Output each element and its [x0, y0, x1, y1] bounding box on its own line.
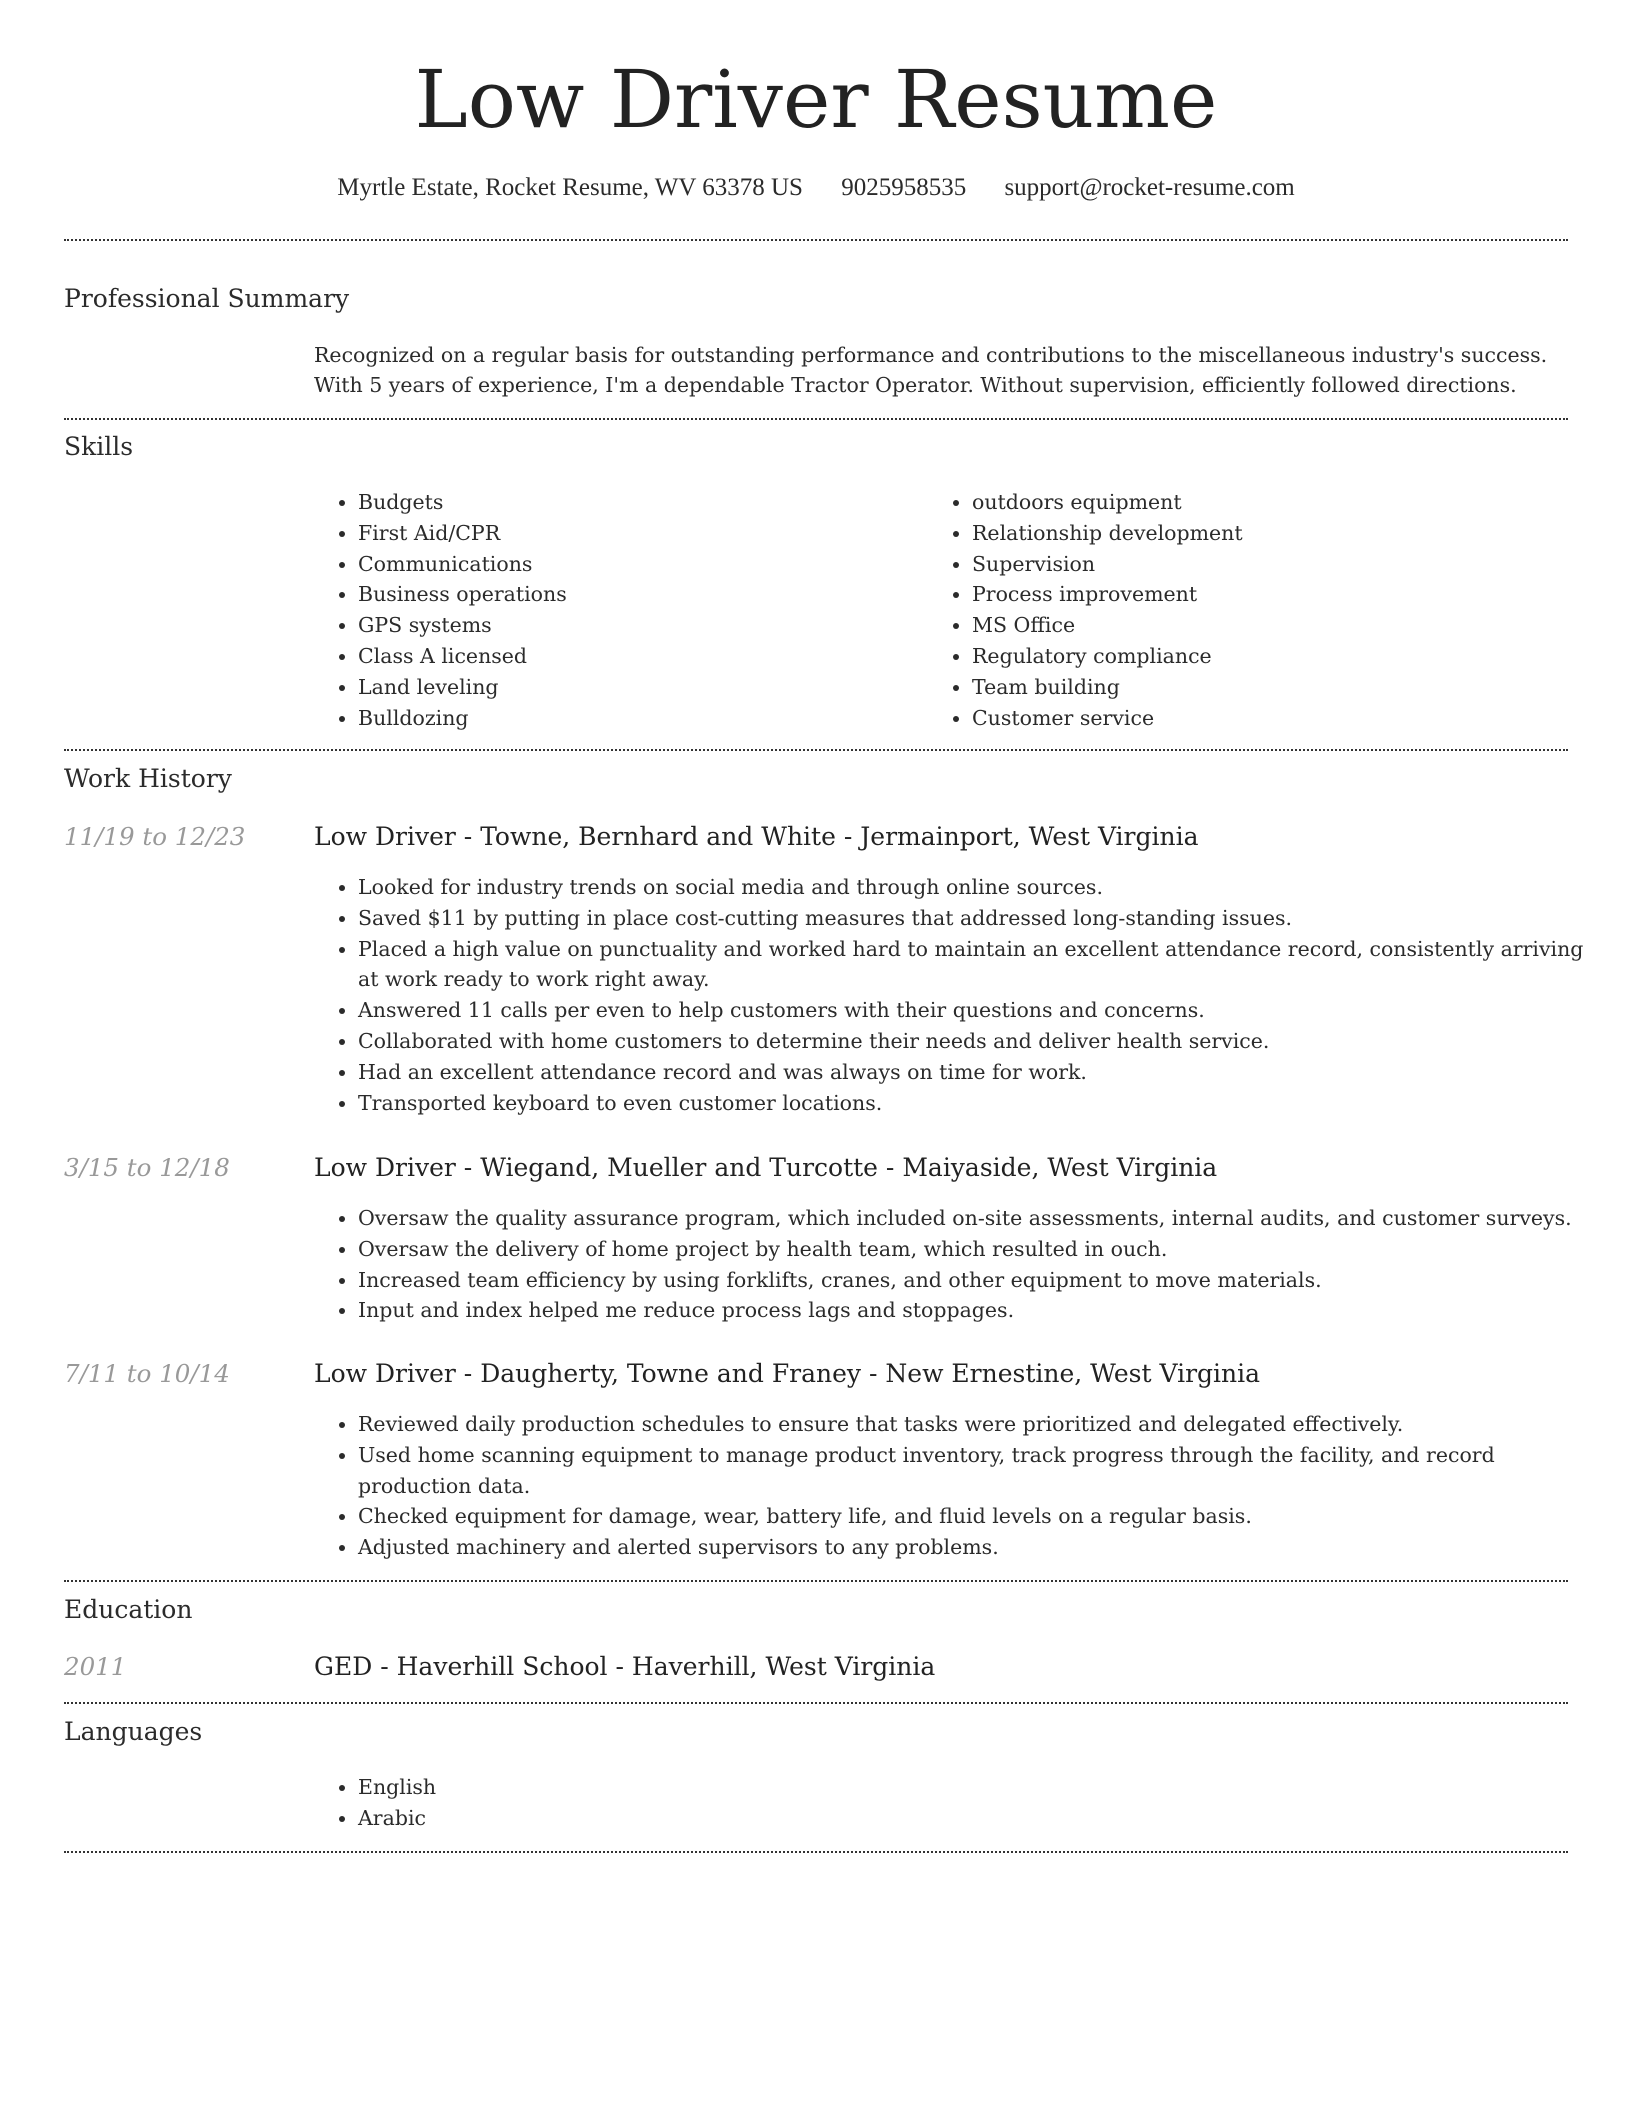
skills-list-left	[314, 487, 918, 733]
job-bullet: • Input and index helped me reduce process lags and stoppages.	[358, 1295, 1608, 1326]
language-item: • English	[358, 1772, 958, 1803]
job-bullet: • Looked for industry trends on social media and through online sources.	[358, 872, 1598, 903]
job-bullet: • Used home scanning equipment to manage product inventory, track progress through the facility, and record production data.	[358, 1440, 1598, 1502]
contact-email: support@rocket-resume.com	[1004, 174, 1295, 201]
job-location: New Ernestine, West Virginia	[885, 1359, 1261, 1388]
skill-item: • Budgets	[358, 487, 918, 518]
divider	[64, 239, 1568, 241]
job-bullets	[314, 872, 1598, 1118]
skill-item: • Relationship development	[972, 518, 1572, 549]
job-company: Daugherty, Towne and Franey	[480, 1359, 862, 1388]
job-bullet: • Oversaw the quality assurance program, which included on-site assessments, internal audits, and customer surveys.	[358, 1203, 1608, 1234]
skill-item: • Process improvement	[972, 579, 1572, 610]
skill-item: • Team building	[972, 672, 1572, 703]
summary-text: Recognized on a regular basis for outstanding performance and contributions to the miscellaneous industry's success. With 5 years of experience, I'm a dependable Tractor Operator. Without supervision, efficiently followed directions.	[314, 343, 1548, 397]
job-heading	[314, 1357, 1260, 1391]
contact-address: Myrtle Estate, Rocket Resume, WV 63378 US	[337, 174, 803, 201]
skill-item: • Customer service	[972, 703, 1572, 734]
job-heading	[314, 1151, 1217, 1185]
job-bullet: • Transported keyboard to even customer locations.	[358, 1088, 1598, 1119]
divider	[64, 749, 1568, 751]
job-bullet: • Answered 11 calls per even to help customers with their questions and concerns.	[358, 995, 1598, 1026]
separator: -	[607, 1652, 632, 1681]
skill-item: • First Aid/CPR	[358, 518, 918, 549]
skill-item: • Supervision	[972, 549, 1572, 580]
job-company: Wiegand, Mueller and Turcotte	[480, 1153, 878, 1182]
languages-list	[314, 1772, 958, 1834]
separator: -	[372, 1652, 397, 1681]
divider	[64, 1702, 1568, 1704]
section-title-skills: Skills	[64, 432, 134, 461]
resume-title: Low Driver Resume	[414, 53, 1218, 146]
job-bullet: • Collaborated with home customers to determine their needs and deliver health service.	[358, 1026, 1598, 1057]
job-dates: 11/19 to 12/23	[64, 822, 246, 851]
job-title: Low Driver	[314, 822, 456, 851]
job-bullet: • Saved $11 by putting in place cost-cutting measures that addressed long-standing issues.	[358, 903, 1598, 934]
job-title: Low Driver	[314, 1359, 456, 1388]
section-title-work: Work History	[64, 764, 232, 793]
divider	[64, 1580, 1568, 1582]
skill-item: • outdoors equipment	[972, 487, 1572, 518]
section-title-summary: Professional Summary	[64, 284, 350, 313]
job-bullet: • Increased team efficiency by using forklifts, cranes, and other equipment to move materials.	[358, 1265, 1608, 1296]
separator: -	[835, 822, 861, 851]
divider	[64, 418, 1568, 420]
job-bullet: • Oversaw the delivery of home project by health team, which resulted in ouch.	[358, 1234, 1608, 1265]
separator: -	[861, 1359, 886, 1388]
contact-line	[0, 168, 1632, 208]
separator: -	[455, 822, 481, 851]
contact-phone: 9025958535	[841, 174, 967, 201]
job-bullet: • Checked equipment for damage, wear, battery life, and fluid levels on a regular basis.	[358, 1501, 1598, 1532]
job-bullet: • Had an excellent attendance record and was always on time for work.	[358, 1057, 1598, 1088]
divider	[64, 1851, 1568, 1853]
skill-item: • GPS systems	[358, 610, 918, 641]
job-title: Low Driver	[314, 1153, 456, 1182]
job-bullet: • Placed a high value on punctuality and worked hard to maintain an excellent attendance record, consistently arriving at work ready to work right away.	[358, 934, 1598, 996]
job-company: Towne, Bernhard and White	[480, 822, 836, 851]
separator: -	[877, 1153, 903, 1182]
skill-item: • Regulatory compliance	[972, 641, 1572, 672]
job-bullet: • Reviewed daily production schedules to ensure that tasks were prioritized and delegated effectively.	[358, 1409, 1598, 1440]
education-location: Haverhill, West Virginia	[631, 1652, 936, 1681]
education-degree: GED	[314, 1652, 373, 1681]
job-dates: 7/11 to 10/14	[64, 1359, 230, 1388]
education-school: Haverhill School	[396, 1652, 608, 1681]
skills-list-right	[928, 487, 1572, 733]
education-year: 2011	[64, 1652, 127, 1681]
skill-item: • Land leveling	[358, 672, 918, 703]
skill-item: • Class A licensed	[358, 641, 918, 672]
section-title-languages: Languages	[64, 1717, 203, 1746]
language-item: • Arabic	[358, 1803, 958, 1834]
job-location: Maiyaside, West Virginia	[902, 1153, 1218, 1182]
separator: -	[455, 1153, 481, 1182]
education-heading	[314, 1650, 935, 1684]
job-bullets	[314, 1409, 1598, 1563]
job-bullet: • Adjusted machinery and alerted supervisors to any problems.	[358, 1532, 1598, 1563]
skill-item: • Bulldozing	[358, 703, 918, 734]
job-heading	[314, 820, 1199, 854]
job-dates: 3/15 to 12/18	[64, 1153, 230, 1182]
skill-item: • MS Office	[972, 610, 1572, 641]
section-title-education: Education	[64, 1595, 193, 1624]
separator: -	[455, 1359, 481, 1388]
skill-item: • Communications	[358, 549, 918, 580]
skill-item: • Business operations	[358, 579, 918, 610]
job-bullets	[314, 1203, 1608, 1326]
job-location: Jermainport, West Virginia	[860, 822, 1199, 851]
